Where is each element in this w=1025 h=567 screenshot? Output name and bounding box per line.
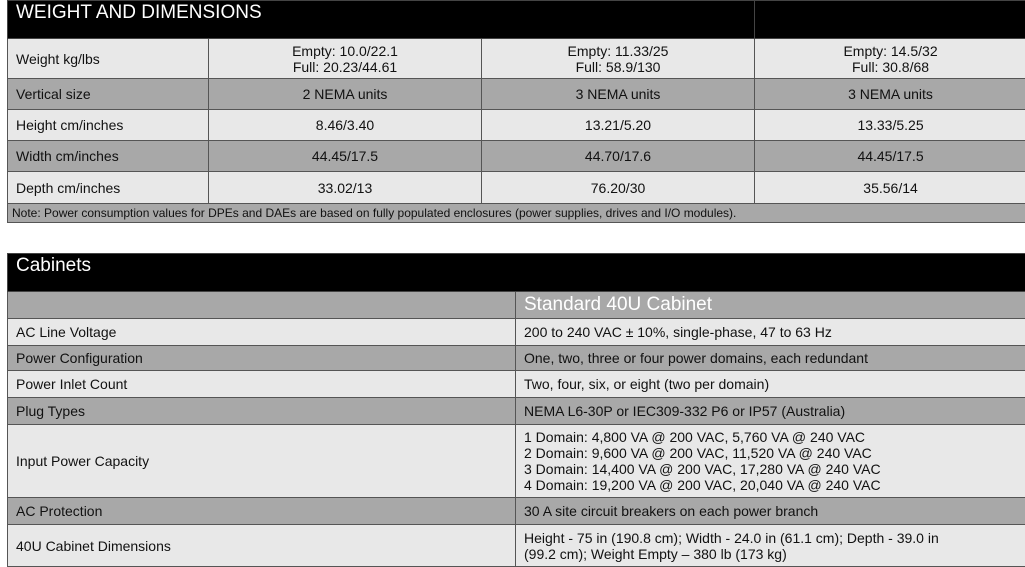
cell-value: Empty: 10.0/22.1 <box>292 42 398 59</box>
cell-value: Empty: 11.33/25 <box>567 42 669 59</box>
table-title: WEIGHT AND DIMENSIONS <box>8 1 755 39</box>
cell-value: 35.56/14 <box>755 172 1025 204</box>
row-label: Vertical size <box>8 79 209 110</box>
cell-line: 1 Domain: 4,800 VA @ 200 VAC, 5,760 VA @ 240 VAC <box>524 429 866 445</box>
cell-value: Full: 20.23/44.61 <box>292 58 398 75</box>
cell-value: 33.02/13 <box>209 172 482 204</box>
table-row <box>8 425 1025 498</box>
cell-value: Full: 58.9/130 <box>575 58 661 75</box>
row-label: AC Line Voltage <box>8 319 516 346</box>
table-row <box>8 110 1025 141</box>
cell-value: NEMA L6-30P or IEC309-332 P6 or IP57 (Australia) <box>516 398 1025 425</box>
table-header-row <box>8 1 1025 39</box>
table-header-row <box>8 254 1025 292</box>
row-label: Plug Types <box>8 398 516 425</box>
row-label: Weight kg/lbs <box>8 39 209 79</box>
cell-value: 44.70/17.6 <box>482 141 755 172</box>
table-row <box>8 319 1025 346</box>
cell-line: (99.2 cm); Weight Empty – 380 lb (173 kg) <box>524 545 787 562</box>
table-row <box>8 141 1025 172</box>
weight-dimensions-table <box>7 0 1025 223</box>
cell-value: 76.20/30 <box>482 172 755 204</box>
column-header-row <box>8 292 1025 319</box>
cell-value: 3 NEMA units <box>482 79 755 110</box>
table-title: Cabinets <box>8 254 1025 292</box>
cell-value: 13.33/5.25 <box>755 110 1025 141</box>
row-label: Height cm/inches <box>8 110 209 141</box>
cell-value: 44.45/17.5 <box>209 141 482 172</box>
cell-value: 200 to 240 VAC ± 10%, single-phase, 47 to 63 Hz <box>516 319 1025 346</box>
row-label: 40U Cabinet Dimensions <box>8 525 516 567</box>
table-row <box>8 371 1025 398</box>
cell-value: Two, four, six, or eight (two per domain) <box>516 371 1025 398</box>
row-label: Power Configuration <box>8 346 516 371</box>
table-row <box>8 525 1025 567</box>
table-row <box>8 39 1025 79</box>
cell-value: 2 NEMA units <box>209 79 482 110</box>
table-note: Note: Power consumption values for DPEs and DAEs are based on fully populated enclosures (power supplies, drives and I/O modules). <box>8 204 1025 223</box>
cell-line: Height - 75 in (190.8 cm); Width - 24.0 in (61.1 cm); Depth - 39.0 in <box>524 529 939 546</box>
table-row <box>8 498 1025 525</box>
cell-value: Full: 30.8/68 <box>852 58 930 75</box>
cell-line: 3 Domain: 14,400 VA @ 200 VAC, 17,280 VA @ 240 VAC <box>524 461 881 477</box>
row-label: Power Inlet Count <box>8 371 516 398</box>
cell-value: 44.45/17.5 <box>755 141 1025 172</box>
cell-value: One, two, three or four power domains, each redundant <box>516 346 1025 371</box>
cell-value: Empty: 14.5/32 <box>843 42 938 59</box>
cell-line: 4 Domain: 19,200 VA @ 200 VAC, 20,040 VA @ 240 VAC <box>524 477 881 493</box>
row-label: Depth cm/inches <box>8 172 209 204</box>
table-note-row <box>8 204 1025 223</box>
row-label: Width cm/inches <box>8 141 209 172</box>
cell-value: 30 A site circuit breakers on each power branch <box>516 498 1025 525</box>
table-row <box>8 398 1025 425</box>
cabinets-table <box>7 253 1025 567</box>
row-label: Input Power Capacity <box>8 425 516 498</box>
table-row <box>8 172 1025 204</box>
column-header: Standard 40U Cabinet <box>516 292 1025 319</box>
row-label: AC Protection <box>8 498 516 525</box>
cell-value: 8.46/3.40 <box>209 110 482 141</box>
cell-value: 13.21/5.20 <box>482 110 755 141</box>
table-row <box>8 346 1025 371</box>
cell-line: 2 Domain: 9,600 VA @ 200 VAC, 11,520 VA @ 240 VAC <box>524 445 872 461</box>
table-row <box>8 79 1025 110</box>
cell-value: 3 NEMA units <box>755 79 1025 110</box>
